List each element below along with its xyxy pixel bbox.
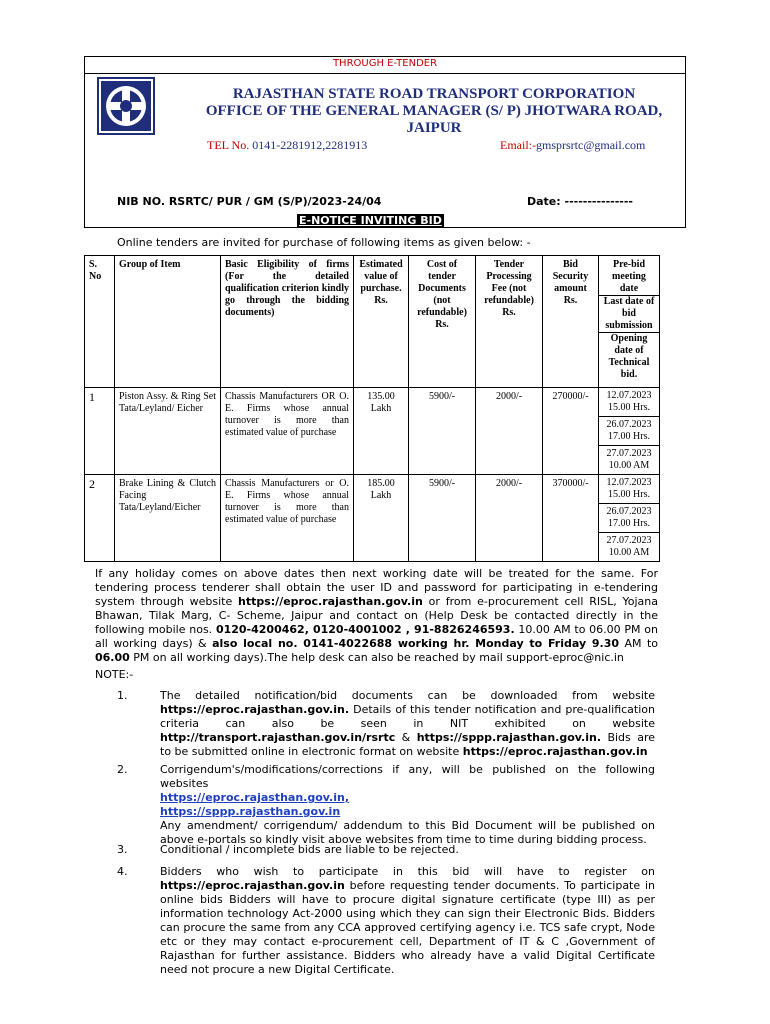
note-text: Details of this tender notification and pre-qualification criteria can also be seen in NIT exhibited on website <box>160 703 655 730</box>
holiday-text: 10.00 AM to 06.00 PM on all working days) & <box>95 623 658 650</box>
office-city: JAIPUR <box>406 120 462 136</box>
header-sno: S. No <box>85 256 115 388</box>
header-cost: Cost of tender Documents (not refundable) Rs. <box>409 256 476 388</box>
header-bid-security: Bid Security amount Rs. <box>543 256 599 388</box>
row-cost: 5900/- <box>409 475 476 562</box>
row-bid-security: 370000/- <box>543 475 599 562</box>
email-label: Email:- <box>500 138 536 152</box>
row-fee: 2000/- <box>476 388 543 475</box>
notice-date: Date: --------------- <box>527 195 633 208</box>
row-cost: 5900/- <box>409 388 476 475</box>
note-text: Any amendment/ corrigendum/ addendum to this Bid Document will be published on above e-portals so kindly visit above websites from time to time during bidding process. <box>160 819 655 846</box>
holiday-text: If any holiday comes on above dates then next working date will be treated for the same. For tendering process tenderer shall obtain the user ID and password for participating in e-tendering system through website <box>95 567 658 608</box>
holiday-text: or from e-procurement cell RISL, Yojana Bhawan, Tilak Marg, C- Scheme, Jaipur and contact on (Help Desk be contacted directly in the following mobile nos. <box>95 595 658 636</box>
header-last-date: Last date of bid submission <box>599 295 659 332</box>
row-prebid: 12.07.2023 15.00 Hrs. <box>606 390 652 413</box>
eproc-link[interactable]: https://eproc.rajasthan.gov.in. <box>160 703 349 716</box>
holiday-paragraph <box>95 567 658 665</box>
row-fee: 2000/- <box>476 475 543 562</box>
row-dates <box>599 388 660 475</box>
eproc-site-text: https://eproc.rajasthan.gov.in <box>238 595 423 608</box>
row-estimated: 135.00 Lakh <box>354 388 409 475</box>
sppp-link[interactable]: https://sppp.rajasthan.gov.in. <box>416 731 602 744</box>
note-number: 3. <box>117 843 128 856</box>
row-opening: 27.07.2023 10.00 AM <box>599 445 659 474</box>
note-1-text <box>160 689 655 759</box>
header-divider <box>84 73 686 74</box>
tender-mode-label: THROUGH E-TENDER <box>332 58 438 69</box>
local-helpdesk: also local no. 0141-4022688 working hr. Monday to Friday 9.30 <box>212 637 620 650</box>
note-number: 4. <box>117 865 128 878</box>
intro-text: Online tenders are invited for purchase of following items as given below: - <box>117 236 531 249</box>
row-opening: 27.07.2023 10.00 AM <box>599 532 659 561</box>
row-sno: 1 <box>85 388 115 475</box>
sppp-link[interactable]: https://sppp.rajasthan.gov.in <box>160 805 341 818</box>
header-estimated: Estimated value of purchase. Rs. <box>354 256 409 388</box>
org-title: RAJASTHAN STATE ROAD TRANSPORT CORPORATION <box>232 86 636 102</box>
note-number: 2. <box>117 763 128 776</box>
rsrtc-logo-icon <box>97 77 155 135</box>
header-opening: Opening date of Technical bid. <box>599 332 659 381</box>
note-text: Bids are to be submitted online in electronic format on website <box>160 731 655 758</box>
header-eligibility: Basic Eligibility of firms (For the detailed qualification criterion kindly go through the bidding documents) <box>221 256 354 388</box>
table-row <box>85 475 660 562</box>
row-group: Piston Assy. & Ring Set Tata/Leyland/ Eicher <box>115 388 221 475</box>
notice-heading: E-NOTICE INVITING BID <box>299 214 442 227</box>
note-number: 1. <box>117 689 128 702</box>
email <box>500 138 645 153</box>
helpdesk-numbers: 0120-4200462, 0120-4001002 , 91-8826246593. <box>215 623 515 636</box>
table-header-row <box>85 256 660 388</box>
note-text: The detailed notification/bid documents can be downloaded from website <box>160 689 655 702</box>
row-bid-security: 270000/- <box>543 388 599 475</box>
row-eligibility: Chassis Manufacturers or O. E. Firms whose annual turnover is more than estimated value of purchase <box>221 475 354 562</box>
header-group: Group of Item <box>115 256 221 388</box>
nib-number: NIB NO. RSRTC/ PUR / GM (S/P)/2023-24/04 <box>117 195 382 208</box>
eproc-link[interactable]: https://eproc.rajasthan.gov.in <box>462 745 648 758</box>
holiday-text: PM on all working days).The help desk can also be reached by mail support-eproc@nic.in <box>129 651 624 664</box>
helpdesk-end-time: 06.00 <box>95 651 130 664</box>
tel-label: TEL No. <box>207 138 250 152</box>
header-fee: Tender Processing Fee (not refundable) Rs. <box>476 256 543 388</box>
row-sno: 2 <box>85 475 115 562</box>
note-text: & <box>395 731 417 744</box>
transport-link[interactable]: http://transport.rajasthan.gov.in/rsrtc <box>160 731 396 744</box>
note-text: Corrigendum's/modifications/corrections if any, will be published on the following websites <box>160 763 655 790</box>
email-address: gmsprsrtc@gmail.com <box>536 138 646 152</box>
header-dates <box>599 256 660 388</box>
note-label: NOTE:- <box>95 668 134 681</box>
table-row <box>85 388 660 475</box>
note-3-text: Conditional / incomplete bids are liable to be rejected. <box>160 843 459 856</box>
eproc-link[interactable]: https://eproc.rajasthan.gov.in <box>160 879 345 892</box>
note-2-text <box>160 763 655 847</box>
tel-numbers: 0141-2281912,2281913 <box>252 138 368 152</box>
row-dates <box>599 475 660 562</box>
telephone <box>207 138 367 153</box>
header-prebid: Pre-bid meeting date <box>612 259 646 294</box>
note-text: before requesting tender documents. To participate in online bids Bidders will have to procure digital signature certificate (type III) as per information technology Act-2000 using which they can sign their Electronic Bids. Bidders can procure the same from any CCA approved certifying agency i.e. TCS safe crypt, Node etc or they may contact e-procurement cell, Department of IT & C ,Government of Rajasthan for further assistance. Bidders who already have a valid Digital Certificate need not procure a new Digital Certificate. <box>160 879 655 976</box>
row-eligibility: Chassis Manufacturers OR O. E. Firms whose annual turnover is more than estimated value of purchase <box>221 388 354 475</box>
row-last-date: 26.07.2023 17.00 Hrs. <box>599 503 659 532</box>
note-4-text <box>160 865 655 977</box>
row-last-date: 26.07.2023 17.00 Hrs. <box>599 416 659 445</box>
row-estimated: 185.00 Lakh <box>354 475 409 562</box>
row-prebid: 12.07.2023 15.00 Hrs. <box>606 477 652 500</box>
holiday-text: AM to <box>619 637 658 650</box>
office-title: OFFICE OF THE GENERAL MANAGER (S/ P) JHOTWARA ROAD, <box>205 103 663 119</box>
note-text: Bidders who wish to participate in this bid will have to register on <box>160 865 655 878</box>
row-group: Brake Lining & Clutch Facing Tata/Leyland/Eicher <box>115 475 221 562</box>
eproc-link[interactable]: https://eproc.rajasthan.gov.in, <box>160 791 349 804</box>
tender-table <box>84 255 660 562</box>
